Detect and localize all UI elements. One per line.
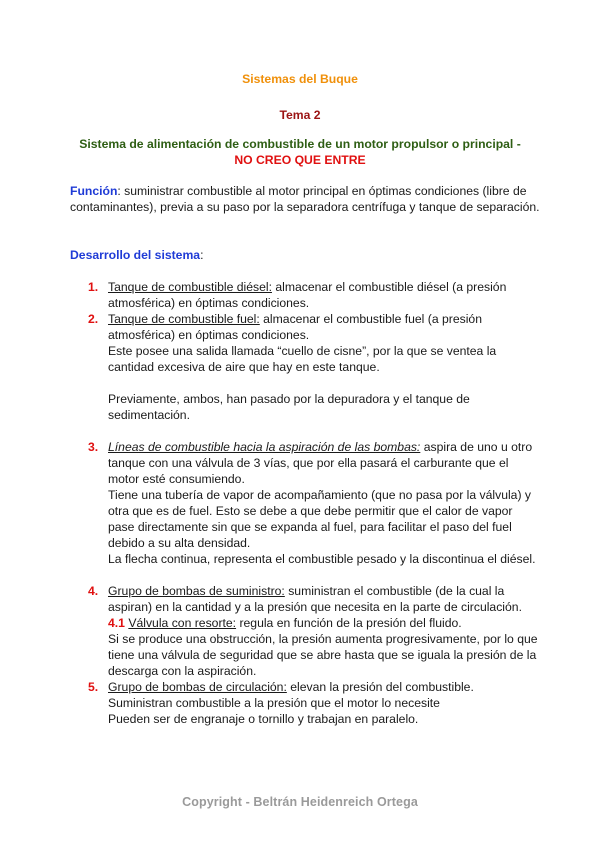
item-text: elevan la presión del combustible. (290, 680, 474, 694)
item-number: 2. (88, 312, 99, 326)
item-heading: Líneas de combustible hacia la aspiración de las bombas: (108, 440, 421, 454)
copyright-footer: Copyright - Beltrán Heidenreich Ortega (182, 795, 418, 809)
funcion-label: Función (70, 184, 118, 198)
list-item (88, 679, 538, 727)
item-text: almacenar el combustible fuel (a presión atmosférica) en óptimas condiciones. (108, 312, 482, 342)
desarrollo-colon: : (200, 248, 204, 262)
item-text: Pueden ser de engranaje o tornillo y trabajan en paralelo. (108, 712, 419, 726)
item-text: La flecha continua, representa el combustible pesado y la discontinua el diésel. (108, 552, 536, 566)
tema-heading: Tema 2 (279, 108, 321, 122)
sub-item-heading: Válvula con resorte: (128, 616, 237, 630)
list-item (88, 311, 538, 423)
sub-item-extra: Si se produce una obstrucción, la presión aumenta progresivamente, por lo que tiene una válvula de seguridad que se abre hasta que se iguala la presión de la descarga con la aspiración. (108, 632, 538, 678)
desarrollo-heading (70, 247, 540, 263)
sub-item-text: regula en función de la presión del fluido. (239, 616, 462, 630)
list-item (88, 583, 538, 679)
system-title-block (60, 136, 540, 168)
item-text: aspira de uno u otro tanque con una válvula de 3 vías, que por ella pasará el carburante que el motor esté consumiendo. (108, 440, 533, 486)
item-heading: Grupo de bombas de circulación: (108, 680, 287, 694)
list-item (88, 279, 538, 311)
item-text: Este posee una salida llamada “cuello de cisne”, por la que se ventea la cantidad excesiva de aire que hay en este tanque. (108, 344, 497, 374)
desarrollo-label: Desarrollo del sistema (70, 248, 201, 262)
item-heading: Tanque de combustible diésel: (108, 280, 272, 294)
item-text: Previamente, ambos, han pasado por la depuradora y el tanque de sedimentación. (108, 392, 470, 422)
sub-item-number: 4.1 (108, 616, 125, 630)
document-title: Sistemas del Buque (242, 72, 358, 86)
funcion-paragraph (70, 183, 540, 215)
system-title: Sistema de alimentación de combustible de un motor propulsor o principal - (79, 137, 521, 151)
item-text: suministran el combustible (de la cual la aspiran) en la cantidad y a la presión que necesita en la parte de circulación. (108, 584, 522, 614)
item-heading: Grupo de bombas de suministro: (108, 584, 285, 598)
item-number: 1. (88, 280, 99, 294)
sub-item (108, 615, 538, 631)
item-text: Suministran combustible a la presión que el motor lo necesite (108, 696, 440, 710)
item-number: 3. (88, 440, 99, 454)
item-text: almacenar el combustible diésel (a presión atmosférica) en óptimas condiciones. (108, 280, 507, 310)
item-number: 4. (88, 584, 99, 598)
item-heading: Tanque de combustible fuel: (108, 312, 260, 326)
item-text: Tiene una tubería de vapor de acompañamiento (que no pasa por la válvula) y otra que es de fuel. Esto se debe a que debe permitir que el calor de vapor pase directamente sin que se expanda al fuel, para facilitar el paso del fuel debido a su alta densidad. (108, 488, 531, 550)
warning-note: NO CREO QUE ENTRE (234, 153, 366, 167)
list-item (88, 439, 538, 567)
funcion-text: : suministrar combustible al motor principal en óptimas condiciones (libre de contaminantes), previa a su paso por la separadora centrífuga y tanque de separación. (70, 184, 540, 214)
item-number: 5. (88, 680, 99, 694)
